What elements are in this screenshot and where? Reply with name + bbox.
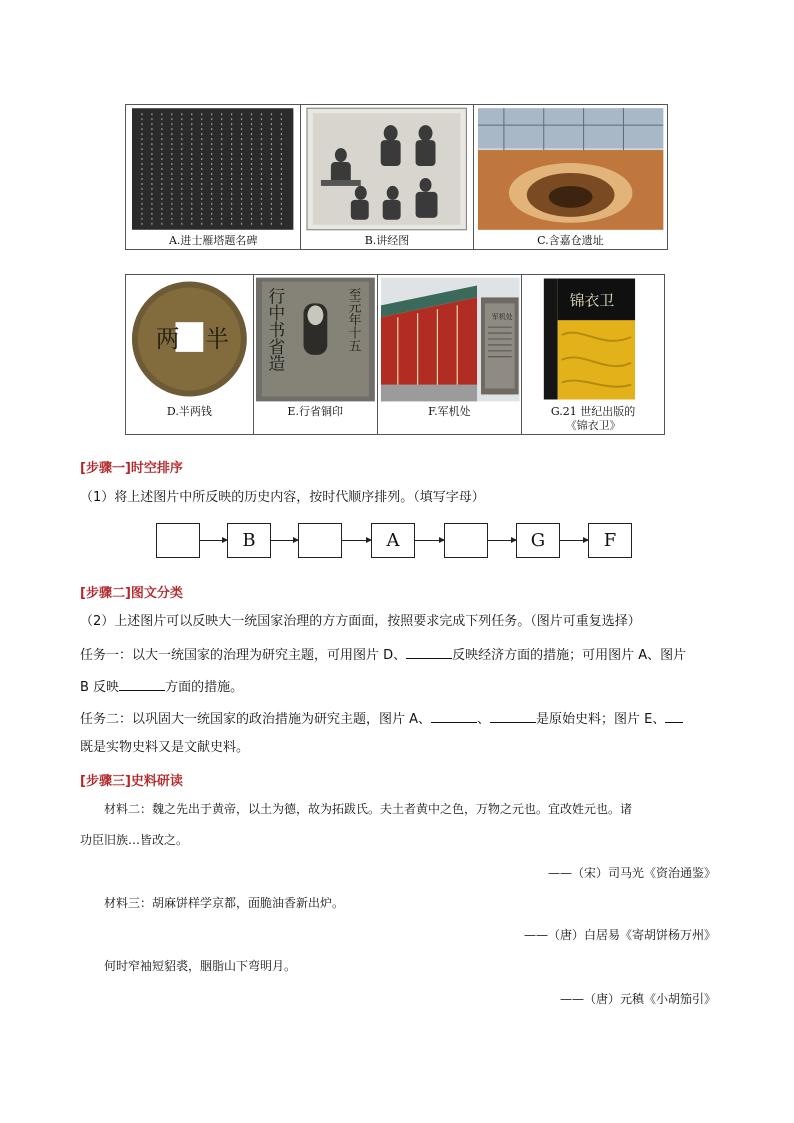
image-cell-g [522,275,665,435]
arrow-1 [200,540,227,541]
bronze-seal-image [254,275,377,404]
book-title-glyphs: 锦衣卫 [569,291,615,310]
lecture-painting-image [301,105,472,233]
material4-source: ——（唐）元稹《小胡笳引》 [559,992,716,1006]
step2-question: （2）上述图片可以反映大一统国家治理的方方面面，按照要求完成下列任务。（图片可重复选择） [80,614,641,629]
book-cover-image [522,275,664,404]
step2-title: [步骤二]图文分类 [80,586,183,601]
sequence-box-7[interactable]: F [588,523,632,558]
task1-blank-2[interactable] [119,678,165,691]
step3-title: [步骤三]史料研读 [80,774,183,789]
task2-text-b: 是原始史料；图片 E、 [536,712,666,727]
caption-d: D.半两钱 [166,405,212,418]
task2-blank-1[interactable] [431,710,477,723]
caption-e: E.行省铜印 [287,405,343,418]
caption-b: B.讲经图 [364,234,410,247]
task2-blank-3[interactable] [665,710,683,723]
task2-text-a: 任务二：以巩固大一统国家的政治措施为研究主题，图片 A、 [80,712,432,727]
arrow-4 [415,540,444,541]
grand-council-building-image [378,275,522,404]
task1-text-b: 反映经济方面的措施；可用图片 A、图片 [452,648,687,663]
coin-left-glyph: 两 [155,324,180,353]
granary-site-image [474,105,667,233]
sequence-box-2[interactable]: B [227,523,271,558]
image-table-row1 [125,104,668,250]
image-table-row2 [125,274,665,435]
image-cell-c [473,105,667,250]
sequence-box-4[interactable]: A [371,523,415,558]
seal-right-glyphs: 至元年十五 [345,287,361,352]
material2-line1: 材料二：魏之先出于黄帝，以土为德，故为拓跋氏。夫土者黄中之色，万物之元也。宜改姓元也。诸 [104,802,633,816]
stele-rubbing-image [126,105,300,233]
step1-title: [步骤一]时空排序 [80,461,183,476]
seal-left-glyphs: 行中书省造 [265,287,286,372]
task1-line2 [80,678,243,696]
task1-blank-1[interactable] [406,646,452,659]
caption-c: C.含嘉仓遗址 [537,234,604,247]
image-cell-a [126,105,301,250]
task1-text-d: 方面的措施。 [165,680,244,695]
sequence-box-6[interactable]: G [516,523,560,558]
arrow-5 [488,540,516,541]
task2-line1 [80,710,683,728]
material3-source: ——（唐）白居易《寄胡饼杨万州》 [523,928,716,942]
caption-g-line1: G.21 世纪出版的 [550,405,636,418]
step1-question: （1）将上述图片中所反映的历史内容，按时代顺序排列。（填写字母） [80,490,485,505]
material2-source: ——（宋）司马光《资治通鉴》 [547,866,716,880]
caption-g [522,404,664,434]
plaque-title: 军机处 [491,313,513,322]
image-cell-e [253,275,377,435]
task2-line2: 既是实物史料又是文献史料。 [80,740,250,755]
coin-right-glyph: 半 [205,324,230,353]
sequence-box-5[interactable] [444,523,488,558]
material2-line2: 功臣旧族…皆改之。 [80,833,189,847]
image-cell-b [301,105,473,250]
arrow-6 [560,540,588,541]
task1-line1 [80,646,686,664]
task2-separator: 、 [477,712,491,727]
material3: 材料三：胡麻饼样学京都，面脆油香新出炉。 [104,896,345,910]
sequence-box-3[interactable] [298,523,342,558]
caption-g-line2: 《锦衣卫》 [565,419,621,432]
coin-image [126,275,253,404]
task2-blank-2[interactable] [490,710,536,723]
arrow-2 [271,540,298,541]
task1-text-a: 任务一：以大一统国家的治理为研究主题，可用图片 D、 [80,648,407,663]
sequence-box-1[interactable] [156,523,200,558]
image-cell-f [377,275,522,435]
task1-text-c: B 反映 [80,680,120,695]
caption-a: A.进士雁塔题名碑 [168,234,258,247]
material4: 何时窄袖短貂裘，胭脂山下弯明月。 [104,959,297,973]
image-cell-d [126,275,254,435]
arrow-3 [342,540,371,541]
caption-f: F.军机处 [428,405,471,418]
